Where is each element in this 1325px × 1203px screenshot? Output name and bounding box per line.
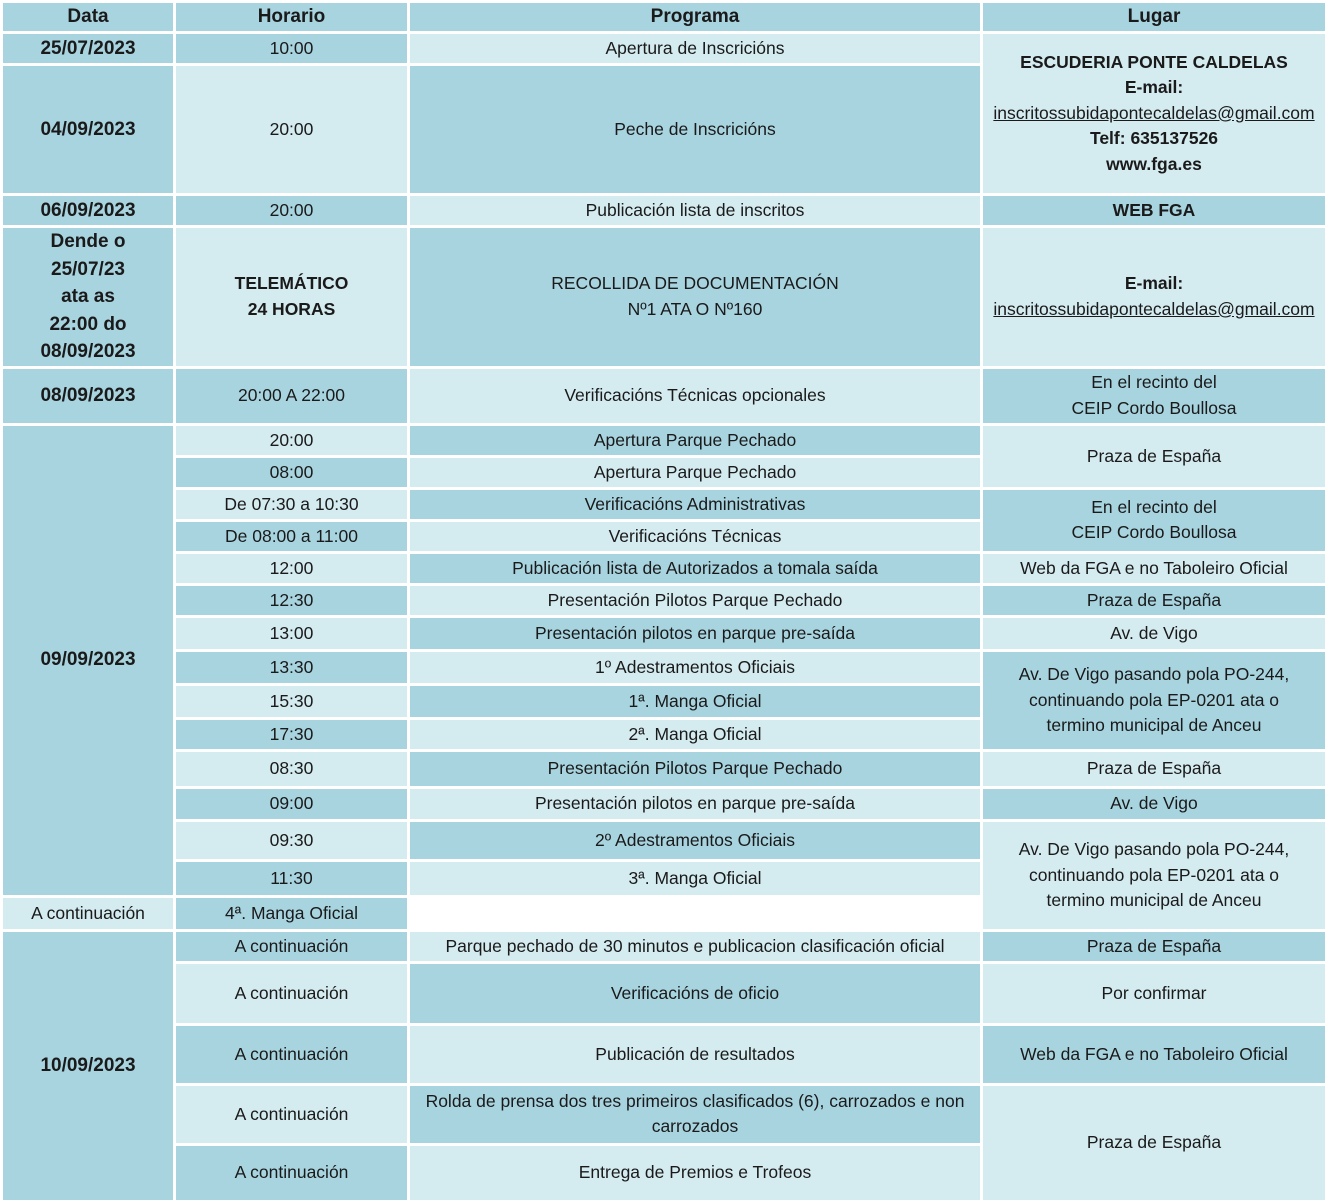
cell-line: En el recinto del [989,495,1319,520]
program-line: RECOLLIDA DE DOCUMENTACIÓN [416,271,974,296]
place-web: www.fga.es [989,152,1319,177]
table-row [2,488,1325,520]
cell-line: termino municipal de Anceu [989,888,1319,913]
program-cell [409,787,982,820]
time-cell: 08:30 [175,750,409,787]
cell-line: continuando pola EP-0201 ata o [989,863,1319,888]
place-org: ESCUDERIA PONTE CALDELAS [989,50,1319,75]
date-cell: 04/09/2023 [2,65,175,195]
time-cell: 09:30 [175,820,409,860]
program-line: Presentación pilotos en parque pre-saída [416,621,974,646]
time-cell [175,227,409,368]
program-line: Rolda de prensa dos tres primeiros clasificados (6), carrozados e non carrozados [416,1089,974,1140]
program-line: Parque pechado de 30 minutos e publicacion clasificación oficial [416,934,974,959]
place-cell: Av. de Vigo [982,616,1325,650]
place-cell: Praza de España [982,424,1325,488]
time-cell: A continuación [175,1024,409,1084]
date-cell [2,227,175,368]
program-line: Verificacións Técnicas opcionales [416,383,974,408]
table-row [2,750,1325,787]
program-line: Apertura de Inscricións [416,36,974,61]
time-cell: De 08:00 a 11:00 [175,520,409,552]
program-cell [409,1024,982,1084]
cell-line: termino municipal de Anceu [989,713,1319,738]
program-cell [409,488,982,520]
date-cell: 08/09/2023 [2,367,175,424]
table-row [2,552,1325,584]
program-cell [409,820,982,860]
time-line: TELEMÁTICO [182,271,401,296]
program-line: 2ª. Manga Oficial [416,722,974,747]
cell-line: 22:00 do [9,311,167,339]
cell-line: En el recinto del [989,370,1319,395]
program-cell [409,552,982,584]
cell-line: 08/09/2023 [9,338,167,366]
time-cell: 09:00 [175,787,409,820]
time-cell: A continuación [175,930,409,962]
time-cell: 20:00 A 22:00 [175,367,409,424]
time-cell: De 07:30 a 10:30 [175,488,409,520]
cell-line: 25/07/23 [9,256,167,284]
place-phone: Telf: 635137526 [989,126,1319,151]
place-email-label: E-mail: [989,75,1319,100]
program-cell [409,584,982,616]
program-cell [175,896,409,930]
cell-line: Dende o [9,228,167,256]
time-cell: A continuación [175,1084,409,1144]
place-cell [982,227,1325,368]
place-cell [982,488,1325,552]
program-cell [409,962,982,1024]
program-cell [409,33,982,65]
program-cell [409,1084,982,1144]
time-cell: 08:00 [175,456,409,488]
time-cell: 11:30 [175,860,409,896]
place-cell: Av. de Vigo [982,787,1325,820]
table-row [2,962,1325,1024]
time-cell: A continuación [175,962,409,1024]
program-cell [409,860,982,896]
time-cell: A continuación [2,896,175,930]
place-cell [982,367,1325,424]
program-line: Publicación lista de inscritos [416,198,974,223]
table-row [2,227,1325,368]
place-cell: Praza de España [982,930,1325,962]
date-cell: 09/09/2023 [2,424,175,896]
place-cell: Web da FGA e no Taboleiro Oficial [982,552,1325,584]
program-cell [409,520,982,552]
program-cell [409,718,982,750]
place-cell [982,650,1325,750]
time-cell: 12:00 [175,552,409,584]
program-cell [409,367,982,424]
program-line: Peche de Inscricións [416,117,974,142]
program-line: 2º Adestramentos Oficiais [416,828,974,853]
time-cell: 10:00 [175,33,409,65]
time-cell: 20:00 [175,424,409,456]
date-cell: 06/09/2023 [2,195,175,227]
program-line: Presentación pilotos en parque pre-saída [416,791,974,816]
header-row [2,2,1325,33]
email-link[interactable]: inscritossubidapontecaldelas@gmail.com [989,297,1319,322]
table-row [2,616,1325,650]
place-cell: Web da FGA e no Taboleiro Oficial [982,1024,1325,1084]
program-cell [409,424,982,456]
table-row [2,787,1325,820]
time-cell: 17:30 [175,718,409,750]
place-cell: Praza de España [982,1084,1325,1201]
program-line: Publicación de resultados [416,1042,974,1067]
email-link[interactable]: inscritossubidapontecaldelas@gmail.com [989,101,1319,126]
table-row [2,584,1325,616]
program-cell [409,65,982,195]
program-cell [409,650,982,684]
program-cell [409,750,982,787]
program-line: Presentación Pilotos Parque Pechado [416,756,974,781]
place-cell: Por confirmar [982,962,1325,1024]
cell-line: CEIP Cordo Boullosa [989,520,1319,545]
program-line: Verificacións Administrativas [416,492,974,517]
program-cell [409,456,982,488]
table-row [2,1024,1325,1084]
place-cell: Praza de España [982,584,1325,616]
place-email-label: E-mail: [989,271,1319,296]
time-cell: 13:30 [175,650,409,684]
program-line: Verificacións Técnicas [416,524,974,549]
program-line: Publicación lista de Autorizados a tomala saída [416,556,974,581]
table-row [2,930,1325,962]
table-row [2,424,1325,456]
time-cell: A continuación [175,1144,409,1201]
header-horario: Horario [175,2,409,33]
program-line: 3ª. Manga Oficial [416,866,974,891]
table-row [2,195,1325,227]
program-line: 4ª. Manga Oficial [182,901,401,926]
program-cell [409,930,982,962]
cell-line: ata as [9,283,167,311]
place-cell [982,820,1325,930]
program-cell [409,1144,982,1201]
cell-line: continuando pola EP-0201 ata o [989,688,1319,713]
header-programa: Programa [409,2,982,33]
place-cell: Praza de España [982,750,1325,787]
program-line: Nº1 ATA O Nº160 [416,297,974,322]
program-line: Presentación Pilotos Parque Pechado [416,588,974,613]
place-cell [982,33,1325,195]
header-data: Data [2,2,175,33]
table-row [2,367,1325,424]
program-cell [409,195,982,227]
table-row [2,650,1325,684]
program-line: Apertura Parque Pechado [416,428,974,453]
date-cell: 25/07/2023 [2,33,175,65]
program-cell [409,227,982,368]
program-cell [409,616,982,650]
program-line: 1ª. Manga Oficial [416,689,974,714]
time-cell: 15:30 [175,684,409,718]
cell-line: Av. De Vigo pasando pola PO-244, [989,662,1319,687]
program-line: 1º Adestramentos Oficiais [416,655,974,680]
time-cell: 13:00 [175,616,409,650]
program-line: Verificacións de oficio [416,981,974,1006]
time-line: 24 HORAS [182,297,401,322]
time-cell: 20:00 [175,65,409,195]
table-row [2,1084,1325,1144]
time-cell: 20:00 [175,195,409,227]
cell-line: CEIP Cordo Boullosa [989,396,1319,421]
program-line: Entrega de Premios e Trofeos [416,1160,974,1185]
place-cell: WEB FGA [982,195,1325,227]
table-row [2,33,1325,65]
header-lugar: Lugar [982,2,1325,33]
date-cell: 10/09/2023 [2,930,175,1201]
program-line: Apertura Parque Pechado [416,460,974,485]
table-row [2,820,1325,860]
program-cell [409,684,982,718]
cell-line: Av. De Vigo pasando pola PO-244, [989,837,1319,862]
time-cell: 12:30 [175,584,409,616]
